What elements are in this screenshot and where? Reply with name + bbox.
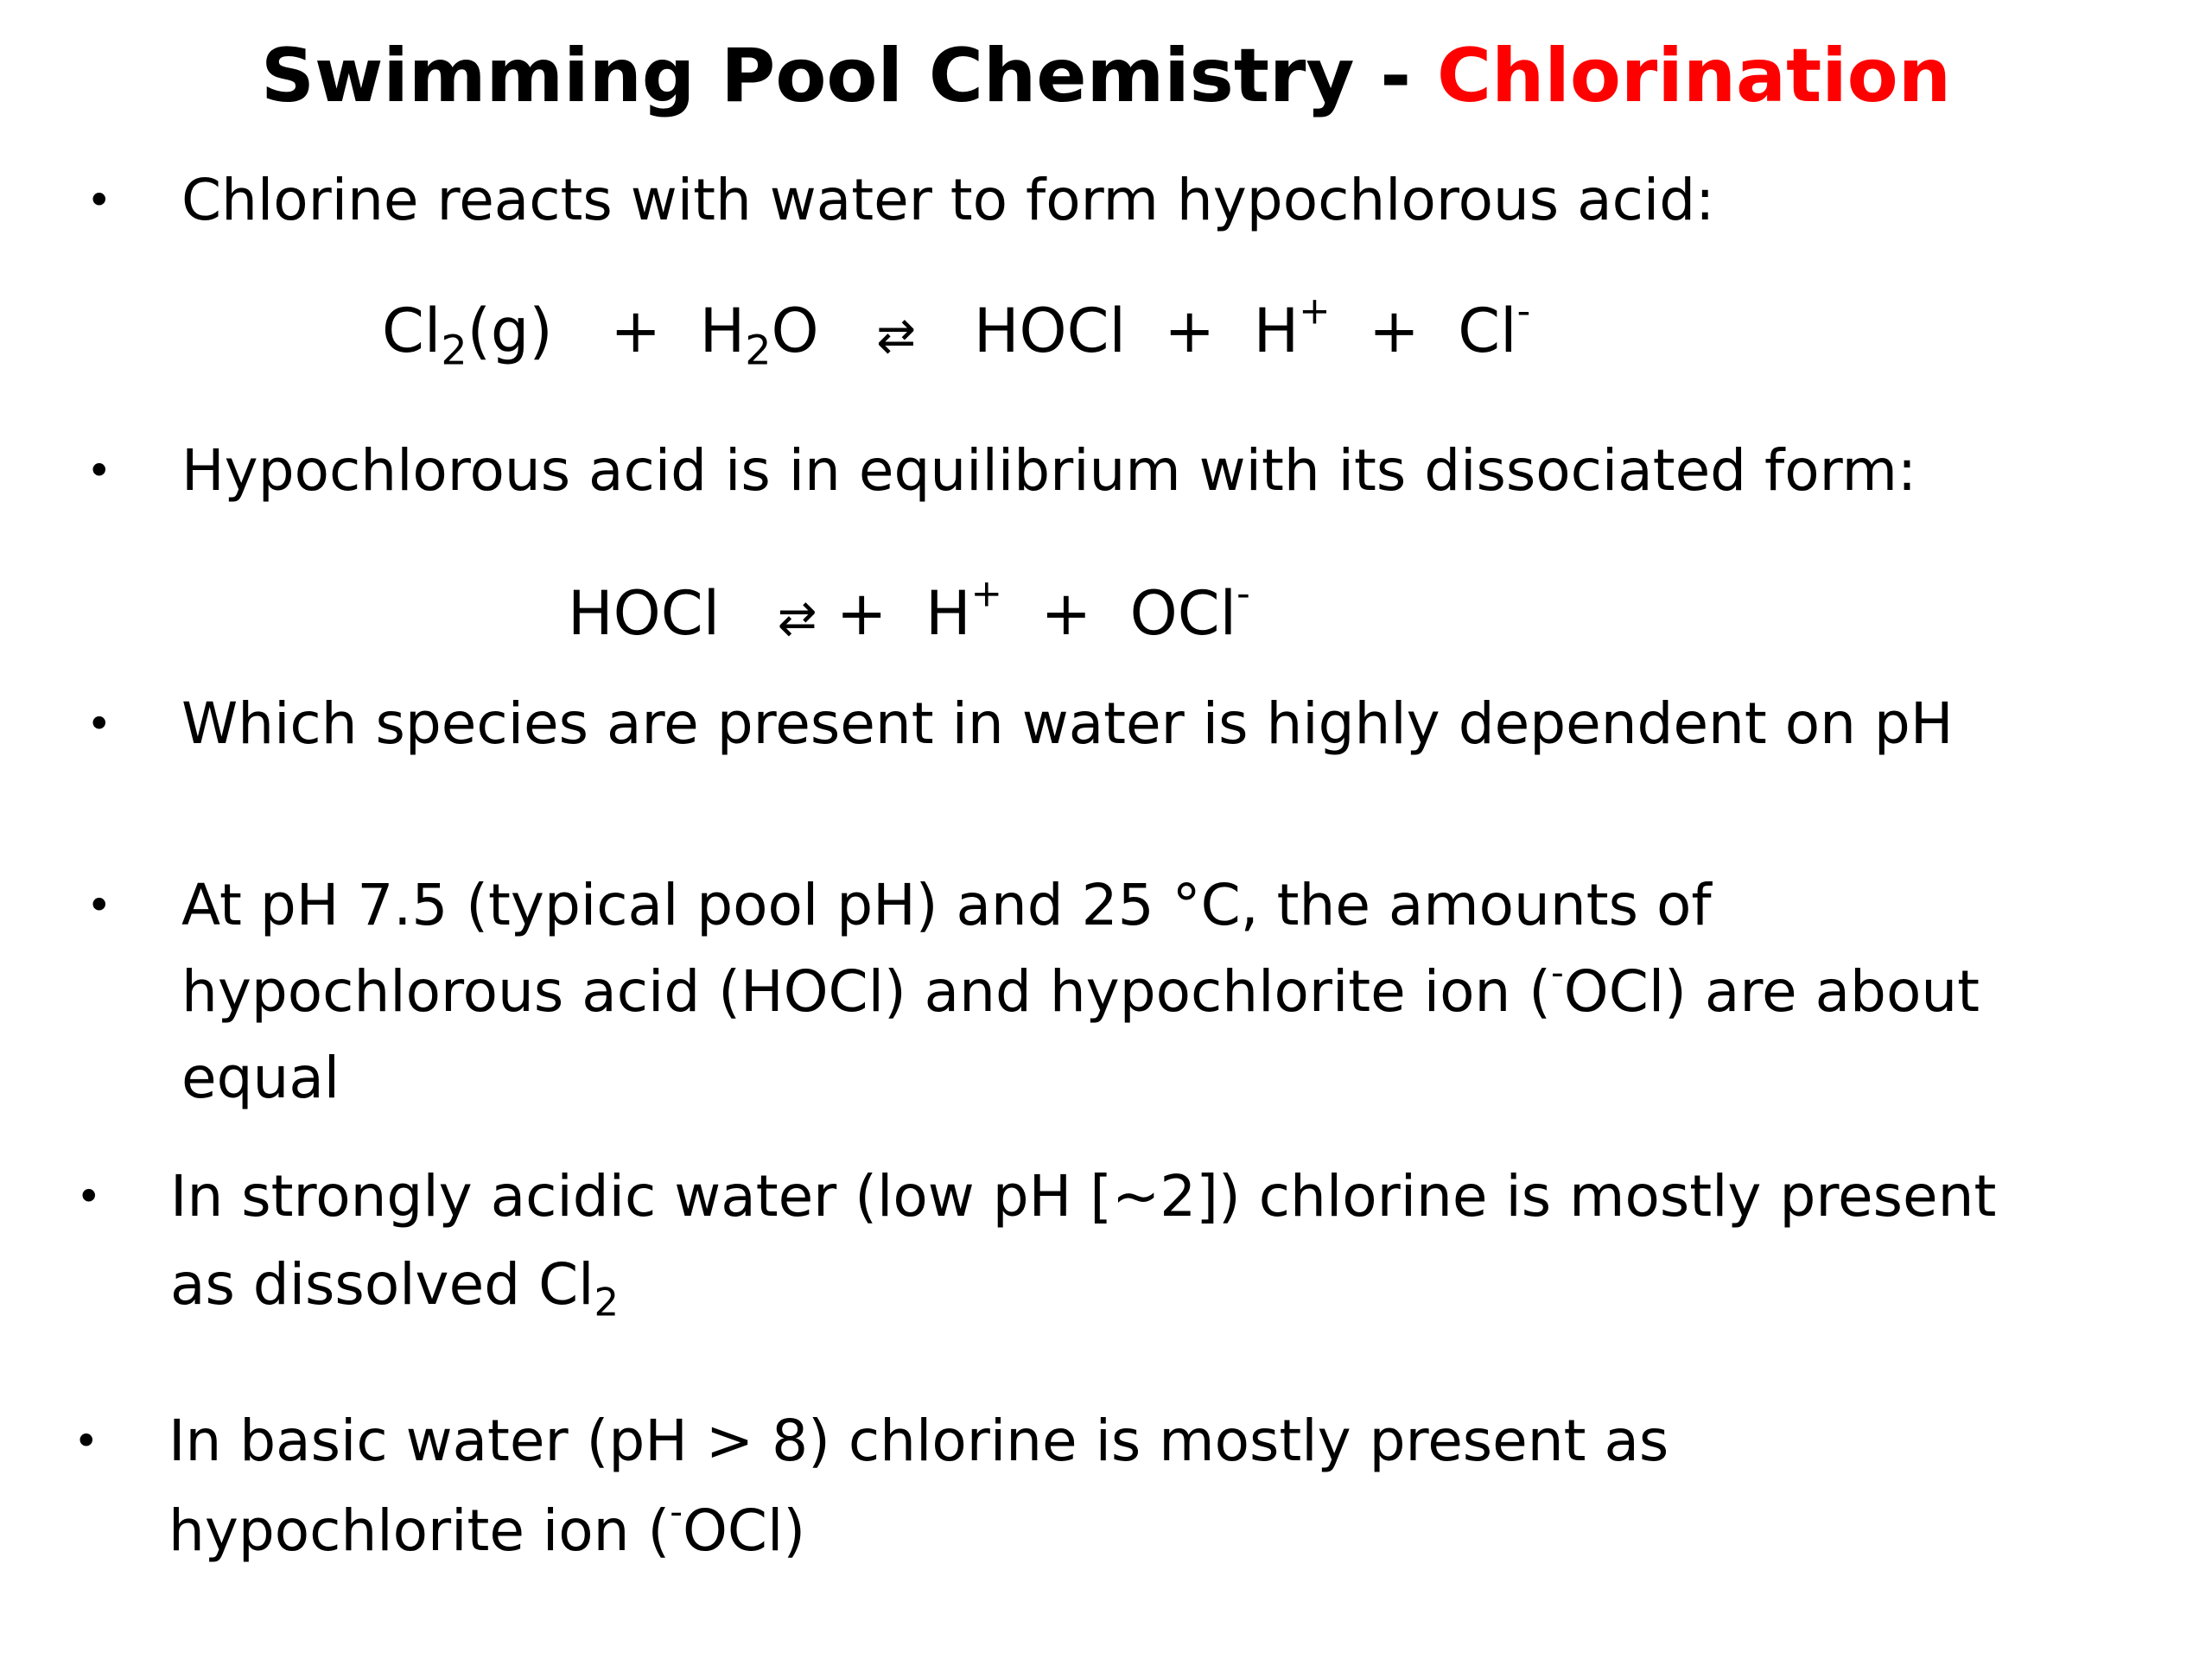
subscript: 2: [594, 1279, 620, 1325]
equation-chlorine-water: [382, 288, 1530, 378]
slide-title: [0, 24, 2212, 128]
bullet-dot: •: [86, 175, 112, 226]
eq-superscript: +: [970, 572, 1002, 616]
eq-superscript: +: [1299, 289, 1331, 334]
eq-term: (g) + H: [467, 296, 746, 366]
equilibrium-arrow-icon: ⇄: [876, 308, 917, 363]
eq-term: HOCl + H: [916, 296, 1300, 366]
bullet-text: Chlorine reacts with water to form hypochlorous acid:: [181, 167, 1715, 233]
bullet-text-line-3: equal: [181, 1045, 340, 1111]
bullet-dot: •: [86, 699, 112, 749]
bullet-text-line-1: In strongly acidic water (low pH [~2]) chlorine is mostly present: [170, 1163, 1997, 1230]
eq-superscript: -: [1516, 289, 1531, 334]
text-run: hypochlorous acid (HOCl) and hypochlorite ion (: [181, 958, 1552, 1025]
eq-term: HOCl: [568, 578, 778, 649]
eq-term: + OCl: [1001, 578, 1237, 649]
bullet-dot: •: [86, 446, 112, 496]
equilibrium-arrow-icon: ⇄: [777, 590, 817, 645]
eq-term: + H: [817, 578, 971, 649]
bullet-text-line-2: [181, 949, 1980, 1035]
text-run: as dissolved Cl: [170, 1251, 594, 1318]
bullet-text-line-1: At pH 7.5 (typical pool pH) and 25 °C, the amounts of: [181, 872, 1712, 938]
eq-term: + Cl: [1330, 296, 1517, 366]
text-run: hypochlorite ion (: [168, 1497, 671, 1564]
equation-hocl-dissociation: [568, 570, 1250, 661]
text-run: OCl): [682, 1497, 806, 1564]
bullet-dot: •: [86, 880, 112, 931]
title-main: Swimming Pool Chemistry -: [261, 33, 1438, 119]
bullet-text-line-1: In basic water (pH > 8) chlorine is mostly present as: [168, 1408, 1669, 1474]
superscript: -: [670, 1491, 683, 1533]
eq-subscript: 2: [745, 327, 772, 375]
bullet-dot: •: [76, 1172, 102, 1222]
eq-term: Cl: [382, 296, 442, 366]
bullet-dot: •: [73, 1416, 99, 1466]
eq-subscript: 2: [441, 327, 467, 375]
bullet-text-line-2: [168, 1488, 805, 1574]
bullet-text: Hypochlorous acid is in equilibrium with its dissociated form:: [181, 437, 1917, 504]
superscript: -: [1551, 951, 1564, 994]
eq-superscript: -: [1236, 572, 1250, 616]
text-run: OCl) are about: [1563, 958, 1980, 1025]
title-accent: Chlorination: [1437, 33, 1951, 119]
bullet-text: Which species are present in water is highly dependent on pH: [181, 690, 1954, 757]
eq-term: O: [771, 296, 877, 366]
bullet-text-line-2: [170, 1242, 619, 1328]
